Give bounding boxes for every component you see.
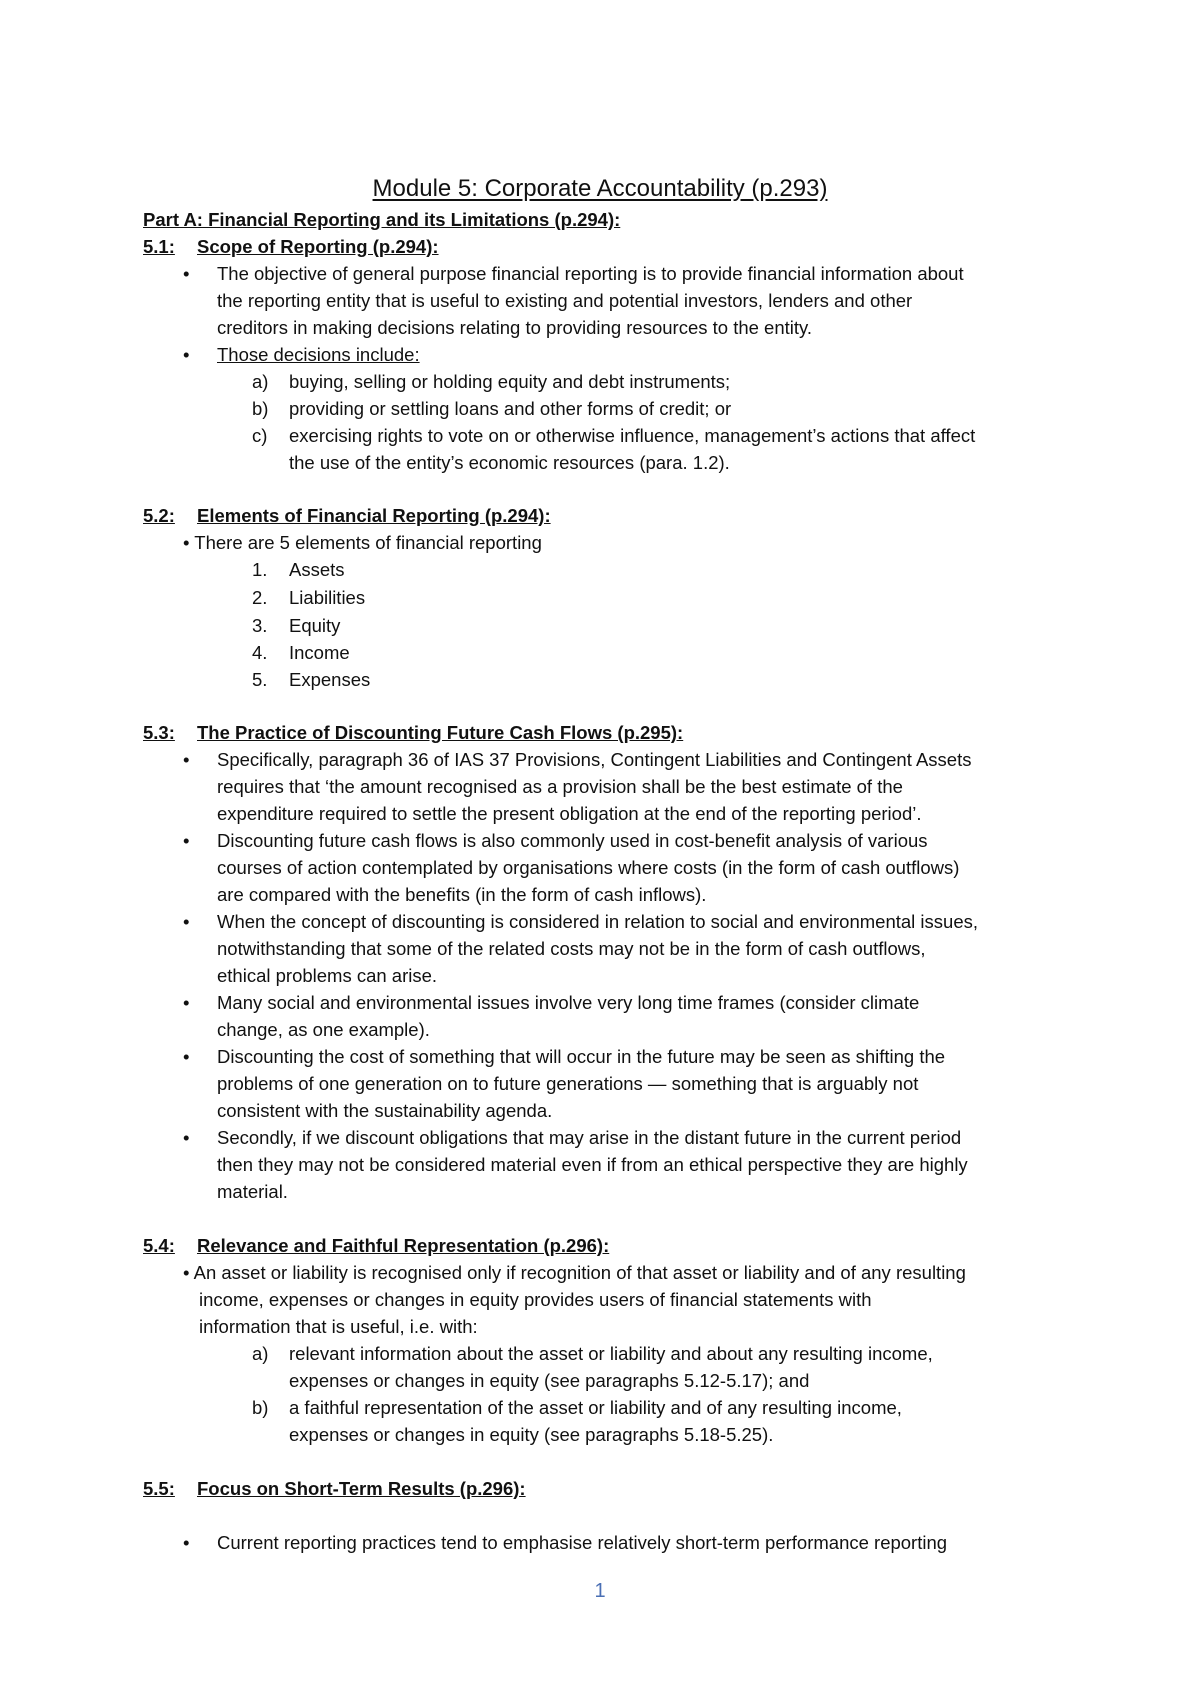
text-line: the use of the entity’s economic resources (para. 1.2). (289, 452, 730, 473)
text-line: the reporting entity that is useful to existing and potential investors, lenders and other (217, 290, 913, 311)
list-item: • Specifically, paragraph 36 of IAS 37 Provisions, Contingent Liabilities and Contingent Assets (183, 746, 972, 773)
bullet-icon: • (183, 911, 190, 932)
list-item: • The objective of general purpose financial reporting is to provide financial information about (183, 260, 964, 287)
bullet-icon: • (183, 1532, 190, 1553)
text-line: expenditure required to settle the present obligation at the end of the reporting period’. (217, 803, 922, 824)
bullet-icon: • (183, 263, 190, 284)
text-line: information that is useful, i.e. with: (199, 1316, 478, 1337)
list-item: • Secondly, if we discount obligations that may arise in the distant future in the current period (183, 1124, 961, 1151)
list-item: • There are 5 elements of financial reporting (183, 532, 542, 553)
bullet-icon: • (183, 1046, 190, 1067)
list-item: • When the concept of discounting is considered in relation to social and environmental issues, (183, 908, 978, 935)
list-item: • Current reporting practices tend to emphasise relatively short-term performance reporting (183, 1529, 947, 1556)
bullet-icon: • (183, 992, 190, 1013)
section-5-5-heading (143, 1475, 526, 1502)
text-line: ethical problems can arise. (217, 965, 438, 986)
sub-list-item: a) relevant information about the asset or liability and about any resulting income, (252, 1343, 933, 1364)
bullet-icon: • (183, 1127, 190, 1148)
text-line: courses of action contemplated by organisations where costs (in the form of cash outflows) (217, 857, 960, 878)
numbered-item: 1. Assets (252, 559, 345, 580)
sub-list-item: c) exercising rights to vote on or otherwise influence, management’s actions that affect (252, 425, 976, 446)
sub-list-item: b) a faithful representation of the asset or liability and of any resulting income, (252, 1397, 902, 1418)
numbered-item: 2. Liabilities (252, 587, 366, 608)
text-line: notwithstanding that some of the related costs may not be in the form of cash outflows, (217, 938, 926, 959)
text-line: material. (217, 1181, 288, 1202)
bullet-icon: • (183, 1262, 194, 1283)
numbered-item: 5. Expenses (252, 669, 371, 690)
text-line: creditors in making decisions relating to providing resources to the entity. (217, 317, 813, 338)
section-number: 5.2: (143, 505, 175, 526)
section-title: Scope of Reporting (p.294): (197, 236, 439, 257)
bullet-icon: • (183, 532, 195, 553)
section-title: The Practice of Discounting Future Cash Flows (p.295): (197, 722, 684, 743)
text-line: problems of one generation on to future generations — something that is arguably not (217, 1073, 919, 1094)
sub-list-item: a) buying, selling or holding equity and debt instruments; (252, 371, 731, 392)
text-line: are compared with the benefits (in the form of cash inflows). (217, 884, 707, 905)
text-line: consistent with the sustainability agenda. (217, 1100, 553, 1121)
text-line: expenses or changes in equity (see paragraphs 5.12-5.17); and (289, 1370, 810, 1391)
sub-list-item: b) providing or settling loans and other forms of credit; or (252, 398, 732, 419)
text-line: income, expenses or changes in equity provides users of financial statements with (199, 1289, 872, 1310)
text-line: expenses or changes in equity (see paragraphs 5.18-5.25). (289, 1424, 774, 1445)
numbered-item: 4. Income (252, 642, 350, 663)
list-item: • An asset or liability is recognised only if recognition of that asset or liability and of any resulting (183, 1262, 966, 1283)
list-item: • Discounting future cash flows is also commonly used in cost-benefit analysis of various (183, 827, 928, 854)
section-number: 5.4: (143, 1235, 175, 1256)
text-line: requires that ‘the amount recognised as a provision shall be the best estimate of the (217, 776, 903, 797)
section-5-2-heading (143, 502, 551, 529)
bullet-icon: • (183, 749, 190, 770)
section-title: Elements of Financial Reporting (p.294): (197, 505, 551, 526)
document-title: Module 5: Corporate Accountability (p.293) (372, 175, 828, 202)
numbered-item: 3. Equity (252, 615, 341, 636)
part-a-heading: Part A: Financial Reporting and its Limitations (p.294): (143, 209, 621, 230)
section-number: 5.3: (143, 722, 175, 743)
section-5-3-heading (143, 719, 683, 746)
bullet-icon: • (183, 344, 190, 365)
list-item: • Discounting the cost of something that will occur in the future may be seen as shifting the (183, 1043, 945, 1070)
section-number: 5.5: (143, 1478, 175, 1499)
section-5-1-heading (143, 233, 439, 260)
list-item: • Those decisions include: (183, 341, 420, 368)
section-number: 5.1: (143, 236, 175, 257)
bullet-icon: • (183, 830, 190, 851)
text-line: then they may not be considered material even if from an ethical perspective they are highly (217, 1154, 968, 1175)
list-item: • Many social and environmental issues involve very long time frames (consider climate (183, 989, 919, 1016)
section-5-4-heading (143, 1232, 609, 1259)
page-number: 1 (594, 1580, 606, 1602)
section-title: Focus on Short-Term Results (p.296): (197, 1478, 526, 1499)
text-line: change, as one example). (217, 1019, 430, 1040)
section-title: Relevance and Faithful Representation (p.296): (197, 1235, 610, 1256)
